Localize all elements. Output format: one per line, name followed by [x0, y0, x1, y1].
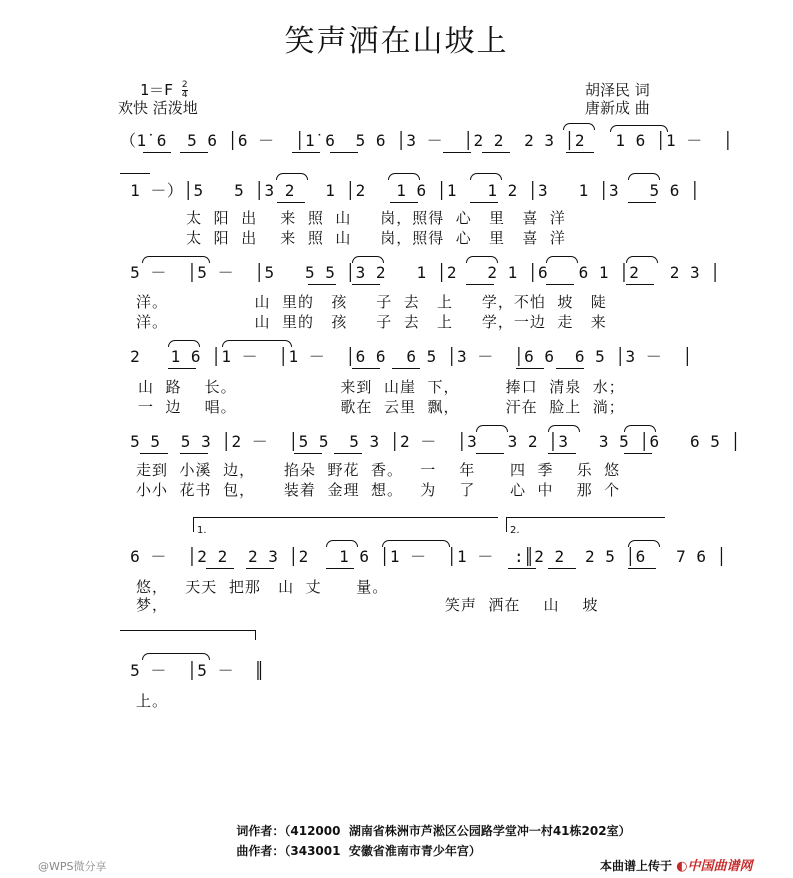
volta-bracket-2: 2. [506, 517, 665, 532]
composer-address: （343001 安徽省淮南市青少年宫） [284, 844, 481, 858]
lyric-verse-2: 梦， 笑声 洒在 山 坡 [136, 596, 599, 614]
slur [628, 173, 660, 180]
slur [624, 425, 656, 432]
beam [140, 453, 168, 454]
slur [563, 123, 595, 130]
site-logo[interactable]: ◐中国曲谱网 [676, 859, 753, 874]
beam [390, 202, 418, 203]
beam [168, 368, 196, 369]
key-label: 1＝F [140, 81, 174, 99]
tie-continuation [120, 630, 256, 631]
beam [352, 284, 380, 285]
lyricist-label: 词作者： [236, 824, 285, 838]
upload-label: 本曲谱上传于 [600, 859, 673, 873]
beam [206, 568, 234, 569]
lyric-verse-1: 上。 [136, 692, 169, 710]
lyric-verse-2: 太 阳 出 来 照 山 岗，照得 心 里 喜 洋 [140, 229, 566, 247]
beam [548, 453, 576, 454]
beam [626, 284, 654, 285]
beam [246, 568, 274, 569]
beam [352, 368, 380, 369]
key-signature [140, 80, 188, 100]
beam [180, 152, 208, 153]
score-row-3-notes: 5 － │5 － │5 5 5 │3 2 1 │2 2 1 │6 6 1 │2 2 3 │ [120, 263, 721, 282]
slur [326, 540, 358, 547]
time-signature: $\frac{2}{4}$ [181, 80, 188, 100]
beam [294, 453, 322, 454]
upload-note [600, 855, 753, 874]
beam [330, 152, 358, 153]
beam [546, 284, 574, 285]
lyric-verse-2: 小小 花书 包， 装着 金理 想。 为 了 心 中 那 个 [136, 481, 621, 499]
beam [143, 152, 171, 153]
beam [466, 284, 494, 285]
score-row-5-notes: 5 5 5 3 │2 － │5 5 5 3 │2 － │3 3 2 │3 3 5 │6 6 5 │ [120, 432, 741, 451]
slur [628, 540, 660, 547]
slur [276, 173, 308, 180]
song-title: 笑声洒在山坡上 [284, 24, 509, 59]
beam [392, 368, 420, 369]
site-logo-icon: ◐ [676, 859, 688, 874]
tie [382, 540, 450, 547]
slur [548, 425, 580, 432]
slur [168, 340, 200, 347]
volta-bracket-1: 1. [193, 517, 498, 532]
beam [548, 568, 576, 569]
beam [624, 453, 652, 454]
lyric-verse-1: 洋。 山 里的 孩 子 去 上 学，不怕 坡 陡 [136, 293, 607, 311]
tie [142, 653, 210, 660]
slur [352, 256, 384, 263]
beam [556, 368, 584, 369]
beam [628, 568, 656, 569]
lyricist-line: 胡泽民 词 [585, 81, 650, 99]
slur [388, 173, 420, 180]
score-row-7-notes: 5 － │5 － ║ [120, 661, 265, 680]
lyric-verse-1: 太 阳 出 来 照 山 岗，照得 心 里 喜 洋 [140, 209, 566, 227]
beam [482, 152, 510, 153]
wps-share-watermark: @WPS微分享 [38, 860, 107, 873]
score-row-4-notes: 2 1 6 │1 － │1 － │6 6 6 5 │3 － │6 6 6 5 │3 － │ [120, 347, 693, 366]
tie [610, 125, 668, 132]
beam [470, 202, 498, 203]
composer-credit [228, 821, 481, 861]
beam [326, 568, 354, 569]
composer-label: 曲作者： [236, 844, 285, 858]
slur [476, 425, 508, 432]
tie [222, 340, 292, 347]
tie [142, 256, 210, 263]
score-row-1-notes: （1̇ 6 5 6 │6 － │1̇ 6 5 6 │3 － │2 2 2 3 │2 1 6 │1 － │ [120, 131, 734, 150]
composer-line: 唐新成 曲 [585, 99, 650, 117]
beam [476, 453, 504, 454]
beam [516, 368, 544, 369]
beam [443, 152, 471, 153]
beam [180, 453, 208, 454]
beam [508, 568, 536, 569]
beam [334, 453, 362, 454]
beam [628, 202, 656, 203]
beam [277, 202, 305, 203]
tempo-marking: 欢快 活泼地 [118, 99, 198, 117]
lyric-verse-1: 悠， 天天 把那 山 丈 量。 [136, 578, 389, 596]
slur [466, 256, 498, 263]
lyric-verse-2: 洋。 山 里的 孩 子 去 上 学，一边 走 来 [136, 313, 607, 331]
lyric-verse-2: 一 边 唱。 歌在 云里 飘， 汗在 脸上 淌； [138, 398, 625, 416]
lyricist-address: （412000 湖南省株洲市芦淞区公园路学堂冲一村41栋202室） [284, 824, 631, 838]
score-row-6-notes: 6 － │2 2 2 3 │2 1 6 │1 － │1 － :║2 2 2 5 │6 7 6 │ [120, 547, 727, 566]
lyric-verse-1: 走到 小溪 边， 掐朵 野花 香。 一 年 四 季 乐 悠 [136, 461, 621, 479]
volta-end [255, 630, 256, 640]
score-row-2-notes: 1 －）│5 5 │3 2 1 │2 1 6 │1 1 2 │3 1 │3 5 6 │ [120, 181, 701, 200]
beam [292, 152, 320, 153]
slur [546, 256, 578, 263]
slur [626, 256, 658, 263]
slur [470, 173, 502, 180]
beam [308, 284, 336, 285]
lyric-verse-1: 山 路 长。 来到 山崖 下， 捧口 清泉 水； [138, 378, 625, 396]
tie-continuation [120, 173, 150, 174]
beam [566, 152, 594, 153]
